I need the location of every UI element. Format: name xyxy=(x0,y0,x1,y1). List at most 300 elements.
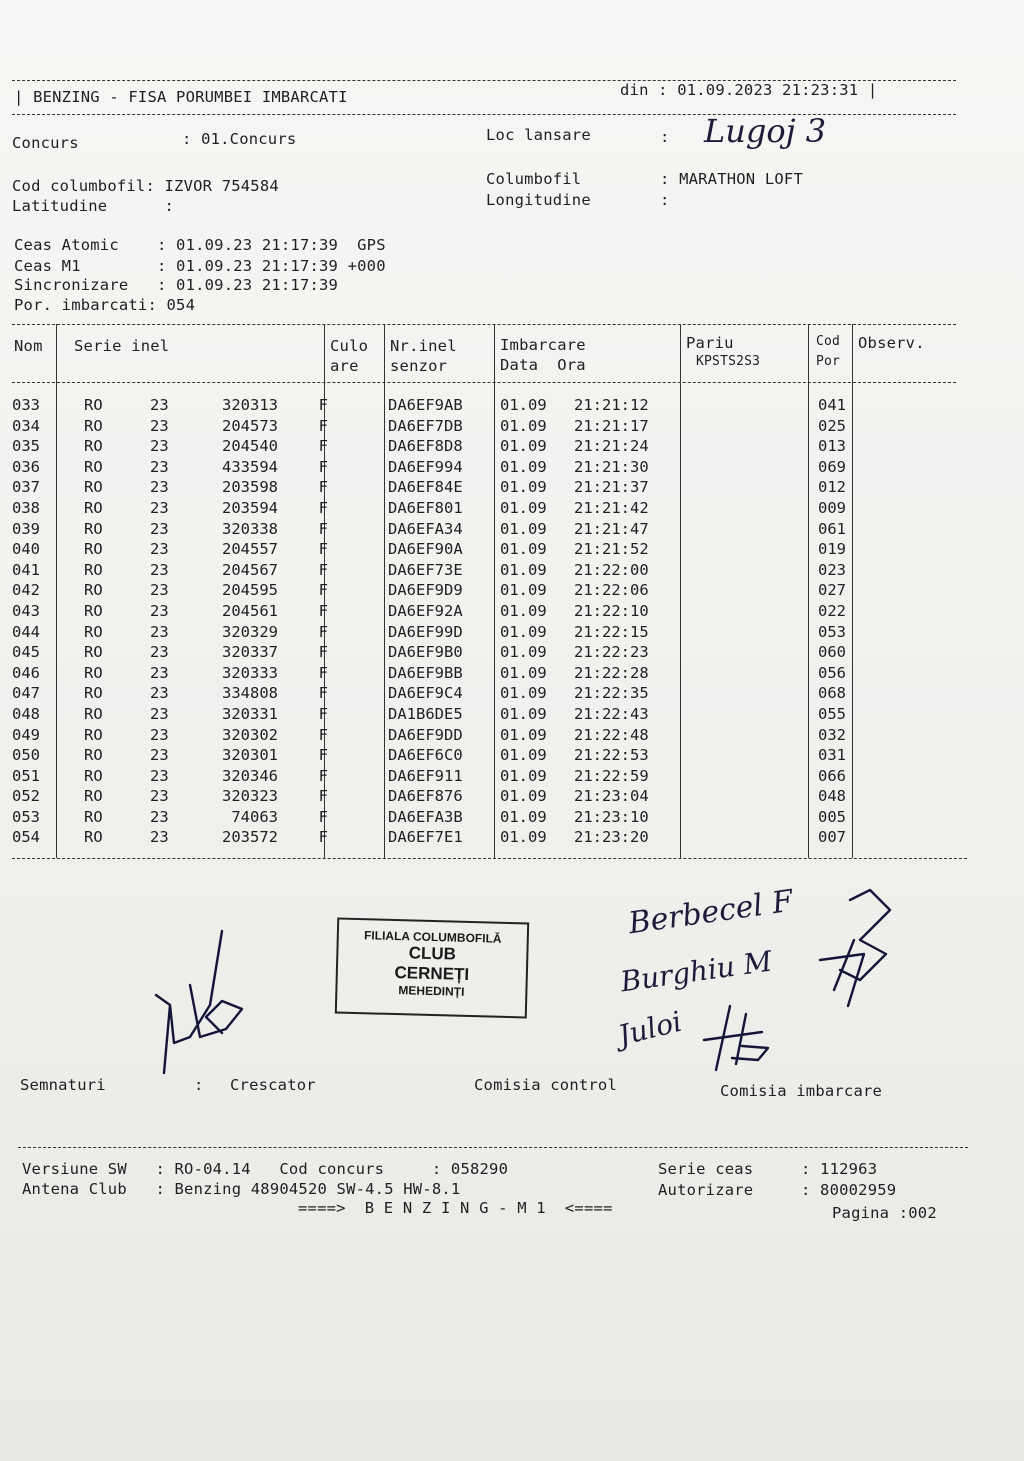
cell-nom: 044 xyxy=(12,622,40,641)
cell-year: 23 xyxy=(150,684,169,703)
cell-culoare xyxy=(328,663,388,684)
table-row xyxy=(12,436,854,457)
col-cod-2: Por xyxy=(816,354,841,369)
cell-nom: 041 xyxy=(12,560,40,579)
cell-sensor: DA6EF911 xyxy=(388,766,463,785)
cell-sensor: DA6EF84E xyxy=(388,478,463,497)
signature-juloi: Juloi xyxy=(614,1004,686,1053)
cell-culoare xyxy=(328,457,388,478)
cell-year: 23 xyxy=(150,560,169,579)
cell-culoare xyxy=(328,786,388,807)
cell-cod: 027 xyxy=(818,581,846,600)
cell-cod: 023 xyxy=(818,560,846,579)
cell-pariu xyxy=(682,519,810,540)
col-pariu-2: KPSTS2S3 xyxy=(696,354,761,369)
signature-scribble xyxy=(790,880,920,1020)
cell-country: RO xyxy=(84,684,103,703)
table-row xyxy=(12,416,854,437)
concurs-value: : 01.Concurs xyxy=(182,130,297,148)
cell-date: 01.09 xyxy=(500,498,547,517)
cell-sensor: DA6EF9C4 xyxy=(388,684,463,703)
cell-culoare xyxy=(328,745,388,766)
cell-culoare xyxy=(328,416,388,437)
cell-culoare xyxy=(328,683,388,704)
cell-culoare xyxy=(328,622,388,643)
cell-sensor: DA1B6DE5 xyxy=(388,704,463,723)
cell-country: RO xyxy=(84,540,103,559)
cell-date: 01.09 xyxy=(500,684,547,703)
cell-nom: 051 xyxy=(12,766,40,785)
cell-cod: 031 xyxy=(818,746,846,765)
cell-country: RO xyxy=(84,581,103,600)
table-row xyxy=(12,683,854,704)
cell-sensor: DA6EF90A xyxy=(388,540,463,559)
cell-country: RO xyxy=(84,663,103,682)
cell-sensor: DA6EF73E xyxy=(388,560,463,579)
cell-culoare xyxy=(328,560,388,581)
cell-ring: 433594 xyxy=(222,457,278,476)
cell-cod: 048 xyxy=(818,787,846,806)
cell-ring: 204540 xyxy=(222,437,278,456)
comisia-control-label: Comisia control xyxy=(474,1076,617,1094)
table-row xyxy=(12,622,854,643)
cell-time: 21:22:23 xyxy=(574,643,649,662)
cell-culoare xyxy=(328,498,388,519)
cell-country: RO xyxy=(84,766,103,785)
cell-pariu xyxy=(682,416,810,437)
cell-year: 23 xyxy=(150,704,169,723)
cell-culoare xyxy=(328,807,388,828)
cell-cod: 056 xyxy=(818,663,846,682)
cell-pariu xyxy=(682,477,810,498)
cell-date: 01.09 xyxy=(500,601,547,620)
cell-nom: 046 xyxy=(12,663,40,682)
cell-sex: F xyxy=(318,540,328,559)
page-number: Pagina :002 xyxy=(832,1204,937,1222)
col-imbarcare-2: Data Ora xyxy=(500,356,586,374)
cell-time: 21:21:42 xyxy=(574,498,649,517)
cell-cod: 069 xyxy=(818,457,846,476)
cell-year: 23 xyxy=(150,725,169,744)
cell-year: 23 xyxy=(150,663,169,682)
cell-pariu xyxy=(682,457,810,478)
document-title: | BENZING - FISA PORUMBEI IMBARCATI xyxy=(14,88,348,106)
cell-cod: 007 xyxy=(818,828,846,847)
semnaturi-sep: : xyxy=(194,1076,204,1094)
cell-nom: 052 xyxy=(12,787,40,806)
cell-ring: 203572 xyxy=(222,828,278,847)
cell-time: 21:21:52 xyxy=(574,540,649,559)
cell-date: 01.09 xyxy=(500,519,547,538)
cell-cod: 041 xyxy=(818,396,846,414)
cell-time: 21:21:12 xyxy=(574,396,649,414)
cell-date: 01.09 xyxy=(500,478,547,497)
cell-sex: F xyxy=(318,560,328,579)
cell-country: RO xyxy=(84,416,103,435)
cell-nom: 039 xyxy=(12,519,40,538)
cell-sex: F xyxy=(318,581,328,600)
col-cod-1: Cod xyxy=(816,334,841,349)
table-row xyxy=(12,519,854,540)
cell-year: 23 xyxy=(150,478,169,497)
cell-cod: 025 xyxy=(818,416,846,435)
cell-sex: F xyxy=(318,478,328,497)
cell-time: 21:22:10 xyxy=(574,601,649,620)
cell-culoare xyxy=(328,395,388,416)
cell-pariu xyxy=(682,704,810,725)
cell-date: 01.09 xyxy=(500,560,547,579)
cell-nom: 040 xyxy=(12,540,40,559)
cell-pariu xyxy=(682,560,810,581)
cell-culoare xyxy=(328,725,388,746)
cell-nom: 047 xyxy=(12,684,40,703)
benzing-footer: ====> B E N Z I N G - M 1 <==== xyxy=(298,1199,613,1217)
cell-country: RO xyxy=(84,807,103,826)
loc-lansare-handwritten: Lugoj 3 xyxy=(704,112,827,150)
cell-pariu xyxy=(682,436,810,457)
cell-date: 01.09 xyxy=(500,663,547,682)
cell-culoare xyxy=(328,436,388,457)
ceas-m1: Ceas M1 : 01.09.23 21:17:39 +000 xyxy=(14,257,386,275)
cell-ring: 320329 xyxy=(222,622,278,641)
cell-ring: 204561 xyxy=(222,601,278,620)
cell-nom: 045 xyxy=(12,643,40,662)
cell-date: 01.09 xyxy=(500,725,547,744)
cell-culoare xyxy=(328,704,388,725)
cell-pariu xyxy=(682,539,810,560)
antena-club: Antena Club : Benzing 48904520 SW-4.5 HW-8.1 xyxy=(22,1180,461,1198)
divider xyxy=(12,858,967,859)
cell-ring: 320323 xyxy=(222,787,278,806)
cell-date: 01.09 xyxy=(500,787,547,806)
cell-nom: 042 xyxy=(12,581,40,600)
cell-cod: 032 xyxy=(818,725,846,744)
cell-cod: 066 xyxy=(818,766,846,785)
cell-date: 01.09 xyxy=(500,807,547,826)
cell-cod: 022 xyxy=(818,601,846,620)
cell-time: 21:21:37 xyxy=(574,478,649,497)
cell-nom: 049 xyxy=(12,725,40,744)
col-nom: Nom xyxy=(14,337,43,355)
cell-sensor: DA6EF9B0 xyxy=(388,643,463,662)
cell-sex: F xyxy=(318,601,328,620)
cell-sensor: DA6EFA34 xyxy=(388,519,463,538)
cell-time: 21:22:43 xyxy=(574,704,649,723)
table-row xyxy=(12,786,854,807)
cell-time: 21:23:20 xyxy=(574,828,649,847)
stamp-line-1: FILIALA COLUMBOFILĂ xyxy=(363,928,502,946)
cell-pariu xyxy=(682,395,810,416)
cell-country: RO xyxy=(84,622,103,641)
cell-culoare xyxy=(328,642,388,663)
cell-sex: F xyxy=(318,807,328,826)
cell-nom: 035 xyxy=(12,437,40,456)
cell-pariu xyxy=(682,725,810,746)
signature-burghiu: Burghiu M xyxy=(618,944,775,999)
cell-time: 21:22:15 xyxy=(574,622,649,641)
col-culoare-1: Culo xyxy=(330,337,369,355)
cell-nom: 048 xyxy=(12,704,40,723)
cell-year: 23 xyxy=(150,766,169,785)
cell-pariu xyxy=(682,807,810,828)
table-row xyxy=(12,580,854,601)
cell-sensor: DA6EF7E1 xyxy=(388,828,463,847)
cell-nom: 043 xyxy=(12,601,40,620)
cell-ring: 204557 xyxy=(222,540,278,559)
col-nr-inel-1: Nr.inel xyxy=(390,337,457,355)
cell-date: 01.09 xyxy=(500,828,547,847)
cell-date: 01.09 xyxy=(500,416,547,435)
cell-sensor: DA6EF994 xyxy=(388,457,463,476)
latitudine: Latitudine : xyxy=(12,197,175,215)
cell-sex: F xyxy=(318,766,328,785)
stamp-line-4: MEHEDINȚI xyxy=(398,983,465,999)
cell-ring: 203598 xyxy=(222,478,278,497)
cell-sensor: DA6EF6C0 xyxy=(388,746,463,765)
cell-sex: F xyxy=(318,396,328,414)
sincronizare: Sincronizare : 01.09.23 21:17:39 xyxy=(14,276,339,294)
stamp-line-2: CLUB xyxy=(408,943,457,964)
cell-sex: F xyxy=(318,498,328,517)
cell-year: 23 xyxy=(150,519,169,538)
cell-nom: 033 xyxy=(12,396,40,414)
cell-country: RO xyxy=(84,725,103,744)
cell-year: 23 xyxy=(150,581,169,600)
cell-ring: 320302 xyxy=(222,725,278,744)
divider xyxy=(18,1147,968,1148)
cell-nom: 036 xyxy=(12,457,40,476)
table-row xyxy=(12,395,854,416)
cell-sex: F xyxy=(318,437,328,456)
cell-sex: F xyxy=(318,828,328,847)
columbofil-label: Columbofil xyxy=(486,170,582,188)
cell-date: 01.09 xyxy=(500,396,547,414)
cell-ring: 204573 xyxy=(222,416,278,435)
cell-sensor: DA6EF876 xyxy=(388,787,463,806)
cell-date: 01.09 xyxy=(500,437,547,456)
cell-nom: 038 xyxy=(12,498,40,517)
cell-year: 23 xyxy=(150,787,169,806)
cell-ring: 320346 xyxy=(222,766,278,785)
table-row xyxy=(12,663,854,684)
cell-country: RO xyxy=(84,457,103,476)
table-row xyxy=(12,477,854,498)
cell-sensor: DA6EF9BB xyxy=(388,663,463,682)
cell-year: 23 xyxy=(150,498,169,517)
table-row xyxy=(12,560,854,581)
cell-cod: 060 xyxy=(818,643,846,662)
cell-year: 23 xyxy=(150,807,169,826)
comisia-imbarcare-label: Comisia imbarcare xyxy=(720,1082,883,1100)
porumbei-imbarcati: Por. imbarcati: 054 xyxy=(14,296,196,314)
cell-pariu xyxy=(682,745,810,766)
cell-nom: 037 xyxy=(12,478,40,497)
divider xyxy=(12,324,956,325)
table-row xyxy=(12,725,854,746)
cell-time: 21:21:17 xyxy=(574,416,649,435)
cell-sex: F xyxy=(318,725,328,744)
cell-year: 23 xyxy=(150,746,169,765)
cell-time: 21:21:24 xyxy=(574,437,649,456)
cell-year: 23 xyxy=(150,457,169,476)
cell-ring: 320337 xyxy=(222,643,278,662)
table-row xyxy=(12,807,854,828)
cell-country: RO xyxy=(84,478,103,497)
cell-time: 21:23:10 xyxy=(574,807,649,826)
table-row xyxy=(12,539,854,560)
cell-date: 01.09 xyxy=(500,457,547,476)
cell-sex: F xyxy=(318,643,328,662)
col-culoare-2: are xyxy=(330,357,359,375)
cell-sex: F xyxy=(318,416,328,435)
cell-pariu xyxy=(682,683,810,704)
cell-country: RO xyxy=(84,746,103,765)
autorizare: Autorizare : 80002959 xyxy=(658,1181,897,1199)
cell-pariu xyxy=(682,498,810,519)
loc-lansare-label: Loc lansare xyxy=(486,126,591,144)
signature-scribble xyxy=(696,1000,786,1080)
cell-year: 23 xyxy=(150,601,169,620)
concurs-label: Concurs xyxy=(12,134,79,152)
cell-nom: 034 xyxy=(12,416,40,435)
cell-culoare xyxy=(328,827,388,848)
serie-ceas: Serie ceas : 112963 xyxy=(658,1160,878,1178)
cell-ring: 203594 xyxy=(222,498,278,517)
cell-time: 21:22:59 xyxy=(574,766,649,785)
ceas-atomic: Ceas Atomic : 01.09.23 21:17:39 GPS xyxy=(14,236,386,254)
cell-sex: F xyxy=(318,787,328,806)
cell-sensor: DA6EF8D8 xyxy=(388,437,463,456)
cell-pariu xyxy=(682,642,810,663)
cell-sex: F xyxy=(318,457,328,476)
cell-date: 01.09 xyxy=(500,746,547,765)
cell-nom: 050 xyxy=(12,746,40,765)
col-observatii: Observ. xyxy=(858,334,925,352)
cell-nom: 054 xyxy=(12,828,40,847)
cell-cod: 009 xyxy=(818,498,846,517)
cell-time: 21:21:30 xyxy=(574,457,649,476)
cell-country: RO xyxy=(84,787,103,806)
cell-pariu xyxy=(682,766,810,787)
cell-country: RO xyxy=(84,704,103,723)
table-row xyxy=(12,704,854,725)
cell-date: 01.09 xyxy=(500,704,547,723)
cell-country: RO xyxy=(84,643,103,662)
table-row xyxy=(12,457,854,478)
cell-sensor: DA6EF7DB xyxy=(388,416,463,435)
col-nr-inel-2: senzor xyxy=(390,357,448,375)
cell-time: 21:22:06 xyxy=(574,581,649,600)
cell-time: 21:22:28 xyxy=(574,663,649,682)
cell-pariu xyxy=(682,786,810,807)
cell-time: 21:23:04 xyxy=(574,787,649,806)
cell-ring: 334808 xyxy=(222,684,278,703)
cell-sex: F xyxy=(318,663,328,682)
cell-sensor: DA6EF99D xyxy=(388,622,463,641)
table-row xyxy=(12,827,854,848)
cell-culoare xyxy=(328,601,388,622)
cell-pariu xyxy=(682,580,810,601)
cell-culoare xyxy=(328,766,388,787)
cell-cod: 068 xyxy=(818,684,846,703)
versiune-sw: Versiune SW : RO-04.14 Cod concurs : 058290 xyxy=(22,1160,509,1178)
cell-time: 21:22:00 xyxy=(574,560,649,579)
cell-cod: 013 xyxy=(818,437,846,456)
cell-country: RO xyxy=(84,498,103,517)
cell-nom: 053 xyxy=(12,807,40,826)
col-imbarcare-1: Imbarcare xyxy=(500,336,586,354)
cell-date: 01.09 xyxy=(500,540,547,559)
cell-cod: 012 xyxy=(818,478,846,497)
divider xyxy=(12,382,956,383)
cell-sensor: DA6EF9D9 xyxy=(388,581,463,600)
cell-pariu xyxy=(682,827,810,848)
cell-ring: 320331 xyxy=(222,704,278,723)
cell-sensor: DA6EFA3B xyxy=(388,807,463,826)
cell-sensor: DA6EF9AB xyxy=(388,396,463,414)
cell-cod: 019 xyxy=(818,540,846,559)
cell-cod: 005 xyxy=(818,807,846,826)
cell-date: 01.09 xyxy=(500,622,547,641)
cell-time: 21:21:47 xyxy=(574,519,649,538)
cell-time: 21:22:53 xyxy=(574,746,649,765)
cell-cod: 061 xyxy=(818,519,846,538)
cell-culoare xyxy=(328,477,388,498)
cell-sex: F xyxy=(318,519,328,538)
cod-columbofil: Cod columbofil: IZVOR 754584 xyxy=(12,177,279,195)
crescator-label: Crescator xyxy=(230,1076,316,1094)
cell-date: 01.09 xyxy=(500,766,547,785)
cell-sensor: DA6EF9DD xyxy=(388,725,463,744)
club-stamp xyxy=(335,918,529,1019)
cell-sex: F xyxy=(318,704,328,723)
table-row xyxy=(12,766,854,787)
stamp-line-3: CERNEȚI xyxy=(394,963,470,984)
table-row xyxy=(12,498,854,519)
cell-year: 23 xyxy=(150,643,169,662)
loc-lansare-sep: : xyxy=(660,128,670,146)
cell-year: 23 xyxy=(150,437,169,456)
cell-year: 23 xyxy=(150,396,169,414)
cell-date: 01.09 xyxy=(500,643,547,662)
cell-culoare xyxy=(328,519,388,540)
print-date: din : 01.09.2023 21:23:31 | xyxy=(620,81,878,99)
table-row xyxy=(12,601,854,622)
cell-cod: 053 xyxy=(818,622,846,641)
cell-ring: 204595 xyxy=(222,581,278,600)
cell-year: 23 xyxy=(150,416,169,435)
col-serie-inel: Serie inel xyxy=(74,337,170,355)
cell-country: RO xyxy=(84,601,103,620)
pigeon-table xyxy=(12,395,854,848)
cell-year: 23 xyxy=(150,540,169,559)
cell-sex: F xyxy=(318,746,328,765)
cell-time: 21:22:48 xyxy=(574,725,649,744)
cell-sensor: DA6EF92A xyxy=(388,601,463,620)
cell-culoare xyxy=(328,539,388,560)
cell-sex: F xyxy=(318,684,328,703)
cell-country: RO xyxy=(84,519,103,538)
cell-culoare xyxy=(328,580,388,601)
cell-country: RO xyxy=(84,828,103,847)
cell-ring: 320313 xyxy=(222,396,278,414)
cell-time: 21:22:35 xyxy=(574,684,649,703)
cell-country: RO xyxy=(84,437,103,456)
columbofil-value: : MARATHON LOFT xyxy=(660,170,803,188)
cell-cod: 055 xyxy=(818,704,846,723)
cell-ring: 204567 xyxy=(222,560,278,579)
cell-pariu xyxy=(682,601,810,622)
